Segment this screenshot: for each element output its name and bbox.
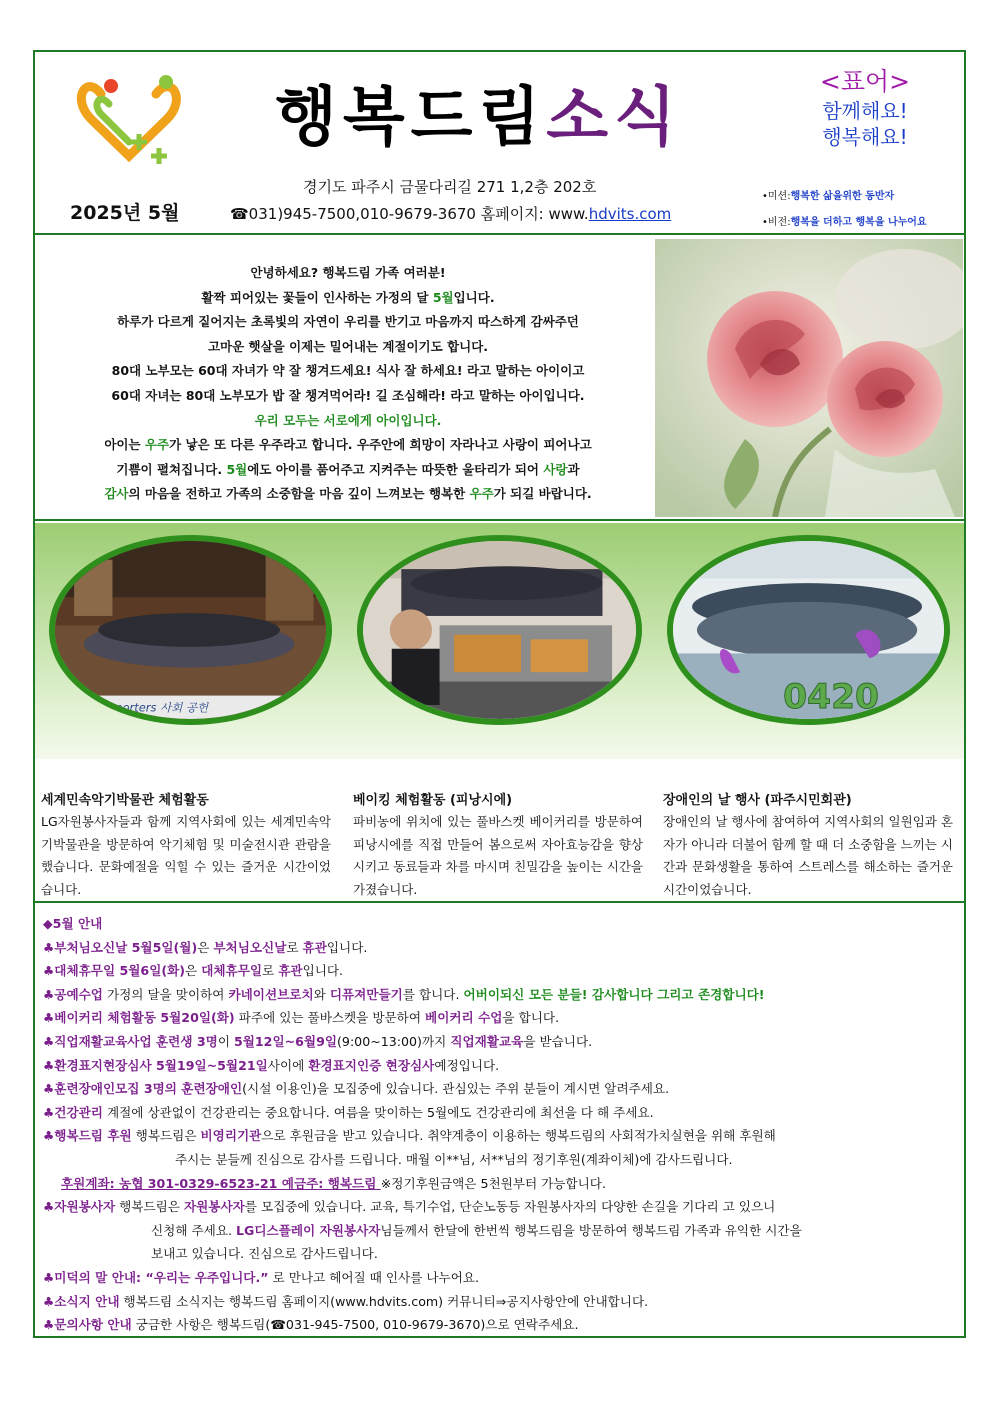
- disability-day-photo-image: [673, 541, 944, 719]
- notice-item-continued: 주시는 분들께 진심으로 감사를 드립니다. 매월 이**님, 서**님의 정기후원(계좌이체)에 감사드립니다.: [175, 1151, 733, 1167]
- notice-item: ♣직업재활교육사업 훈련생 3명이 5월12일~6월9일(9:00~13:00)까지 직업재활교육을 받습니다.: [43, 1033, 593, 1049]
- notice-item: ♣미덕의 말 안내: “우리는 우주입니다.” 로 만나고 헤어질 때 인사를 나누어요.: [43, 1269, 480, 1285]
- homepage-link[interactable]: hdvits.com: [588, 205, 672, 223]
- newsletter-title: [275, 66, 682, 158]
- notice-item: ♣문의사항 안내 궁금한 사항은 행복드림(☎031-945-7500, 010-9679-3670)으로 연락주세요.: [43, 1317, 579, 1333]
- intro-line: 우리 모두는 서로에게 아이입니다.: [254, 412, 442, 428]
- newsletter-frame: [33, 50, 966, 1338]
- notices-heading: ◆5월 안내: [43, 916, 103, 931]
- donation-account: 후원계좌: 농협 301-0329-6523-21 예금주: 행복드림 ※정기후원금액은 5천원부터 가능합니다.: [61, 1175, 606, 1191]
- notice-item: ♣소식지 안내 행복드림 소식지는 행복드림 홈페이지(www.hdvits.com) 커뮤니티⇒공지사항안에 안내합니다.: [43, 1293, 649, 1309]
- caption-baking: [353, 789, 643, 901]
- intro-line: 80대 노부모는 60대 자녀가 약 잘 챙겨드세요! 식사 잘 하세요! 라고 말하는 아이이고: [111, 363, 585, 379]
- motto-label: <표어>: [819, 67, 911, 96]
- notice-item: ♣공예수업 가정의 달을 맞이하여 카네이션브로치와 디퓨져만들기를 합니다. 어버이되신 모든 분들! 감사합니다 그리고 존경합니다!: [43, 986, 765, 1002]
- intro-line: 60대 자녀는 80대 노부모가 밥 잘 챙겨먹어라! 길 조심해라! 라고 말하는 아이입니다.: [111, 387, 585, 403]
- intro-line: 아이는 우주가 낳은 또 다른 우주라고 합니다. 우주안에 희망이 자라나고 사랑이 피어나고: [104, 437, 592, 453]
- photo-museum: [49, 535, 332, 725]
- caption-title: 장애인의 날 행사 (파주시민회관): [663, 793, 852, 808]
- intro-line: 감사의 마음을 전하고 가족의 소중함을 마음 깊이 느껴보는 행복한 우주가 되길 바랍니다.: [104, 486, 592, 502]
- intro-line: 기쁨이 펼쳐집니다. 5월에도 아이를 품어주고 지켜주는 따뜻한 울타리가 되어 사랑과: [116, 461, 580, 477]
- photo-captions: [35, 759, 964, 903]
- caption-museum: [41, 789, 331, 901]
- mission-text: 행복한 삶을위한 동반자: [790, 191, 895, 202]
- intro-line: 활짝 피어있는 꽃들이 인사하는 가정의 달 5월입니다.: [201, 289, 495, 305]
- title-accent: 소식: [546, 80, 682, 155]
- caption-body: 장애인의 날 행사에 참여하여 지역사회의 일원임과 혼자가 아니라 더불어 함께 할 때 더 소중함을 느끼는 시간과 문화생활을 통하여 스트레스를 해소하는 즐거운 시간이었습니다.: [663, 814, 953, 897]
- museum-photo-image: [55, 541, 326, 719]
- motto-line1: 함께해요!: [822, 99, 908, 123]
- issue-date: 2025년 5월: [70, 202, 180, 224]
- notice-item: ♣부처님오신날 5월5일(월)은 부처님오신날로 휴관입니다.: [43, 939, 368, 955]
- caption-disability-day: [663, 789, 953, 901]
- intro-line: 하루가 다르게 짙어지는 초록빛의 자연이 우리를 반기고 마음까지 따스하게 감싸주던: [117, 314, 579, 330]
- caption-body: 파비농에 위치에 있는 풀바스켓 베이커리를 방문하여 피낭시에를 직접 만들어 봄으로써 자아효능감을 향상시키고 동료들과 차를 마시며 친밀감을 높이는 시간을 가졌습니다.: [353, 814, 643, 897]
- caption-title: 베이킹 체험활동 (피낭시에): [353, 793, 513, 808]
- mission-vision: [762, 184, 927, 236]
- address: 경기도 파주시 금물다리길 271 1,2층 202호: [303, 178, 597, 196]
- notice-item: ♣자원봉사자 행복드림은 자원봉사자를 모집중에 있습니다. 교육, 특기수업, 단순노동등 자원봉사자의 다양한 손길을 기다리 고 있으니: [43, 1199, 776, 1215]
- notice-item-continued: 보내고 있습니다. 진심으로 감사드립니다.: [151, 1246, 378, 1262]
- intro-line: 고마운 햇살을 이제는 밀어내는 계절이기도 합니다.: [207, 338, 489, 354]
- logo: [71, 64, 191, 174]
- notice-item: ♣행복드림 후원 행복드림은 비영리기관으로 후원금을 받고 있습니다. 취약계층이 이용하는 행복드림의 사회적가치실현을 위해 후원해: [43, 1128, 776, 1144]
- caption-body: LG자원봉사자들과 함께 지역사회에 있는 세계민속악기박물관을 방문하여 악기체험 및 미술전시관 관람을 했습니다. 문화예절을 익힐 수 있는 즐거운 시간이었습니다.: [41, 814, 331, 897]
- notice-item-continued: 신청해 주세요. LG디스플레이 자원봉사자님들께서 한달에 한번씩 행복드림을 방문하여 행복드림 가족과 유익한 시간을: [151, 1222, 802, 1238]
- banner-text: Supporters 사회 공헌: [93, 700, 209, 715]
- vision-text: 행복을 더하고 행복을 나누어요: [790, 217, 927, 228]
- motto-line2: 행복해요!: [822, 125, 908, 149]
- photo-disability-day: [667, 535, 950, 725]
- notice-item: ♣건강관리 계절에 상관없이 건강관리는 중요합니다. 여름을 맞이하는 5월에도 건강관리에 최선을 다 해 주세요.: [43, 1104, 654, 1120]
- newsletter-header: [35, 52, 964, 235]
- rose-photo: [655, 239, 963, 517]
- intro-section: [35, 237, 964, 521]
- notice-item: ♣환경표지현장심사 5월19일~5월21일사이에 환경표지인증 현장심사예정입니다.: [43, 1057, 500, 1073]
- may-notices: [43, 912, 958, 1337]
- baking-photo-image: [363, 541, 636, 719]
- contact-line: [230, 203, 671, 224]
- photo-band: [35, 523, 964, 759]
- title-main: 행복드림: [275, 80, 547, 155]
- notice-item: ♣훈련장애인모집 3명의 훈련장애인(시설 이용인)을 모집중에 있습니다. 관심있는 주위 분들이 계시면 알려주세요.: [43, 1081, 670, 1097]
- vision-label: •비전:: [762, 217, 791, 228]
- intro-line: 안녕하세요? 행복드림 가족 여러분!: [250, 265, 446, 280]
- intro-message: [43, 261, 653, 507]
- photo-baking: [357, 535, 642, 725]
- mission-label: •미션:: [762, 191, 791, 202]
- notice-item: ♣베이커리 체험활동 5월20일(화) 파주에 있는 풀바스켓을 방문하여 베이커리 수업을 합니다.: [43, 1010, 560, 1026]
- motto: [790, 66, 940, 150]
- notice-item: ♣대체휴무일 5월6일(화)은 대체휴무일로 휴관입니다.: [43, 963, 344, 979]
- homepage-link[interactable]: www.hdvits.com: [335, 1293, 439, 1309]
- caption-title: 세계민속악기박물관 체험활동: [41, 793, 209, 808]
- sign-text: 0420: [783, 677, 880, 717]
- phone-text: ☎031)945-7500,010-9679-3670 홈페이지: www.: [230, 205, 589, 223]
